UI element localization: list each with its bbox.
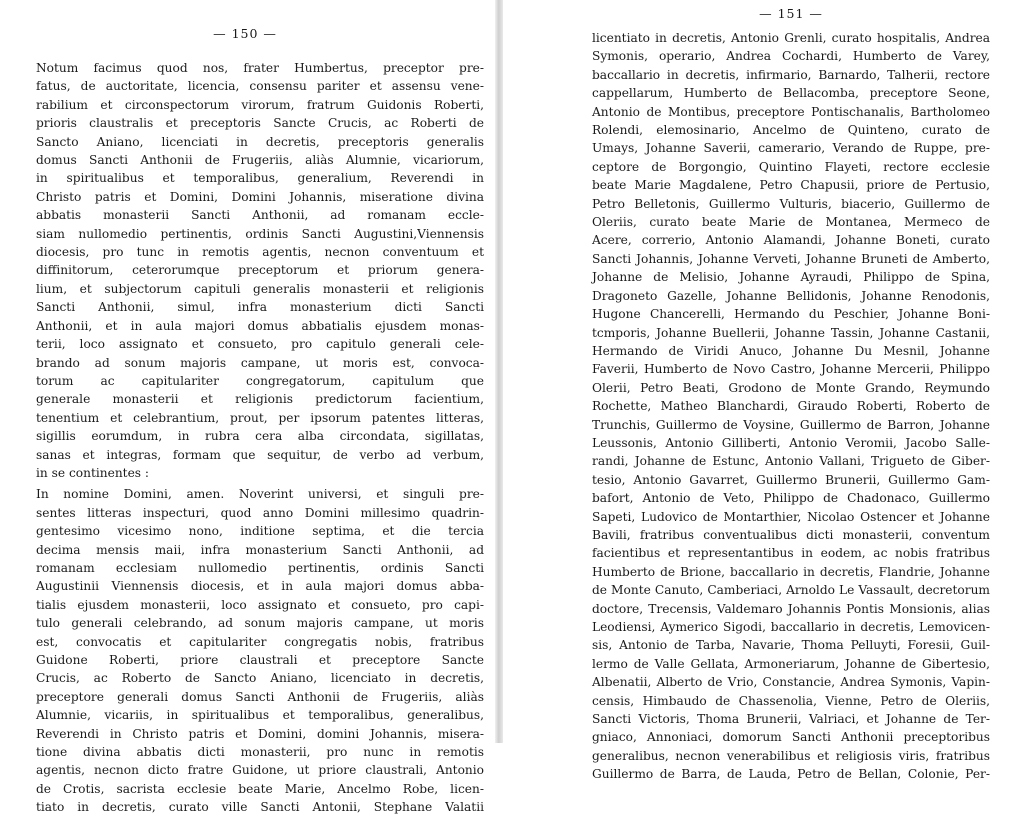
page-number: — 151 — [759, 6, 823, 21]
text-line: censis, Himbaudo de Chassenolia, Vienne, Petro de Oleriis, [592, 693, 990, 708]
text-line: Bavili, fratribus conventualibus dicti monasterii, conventum [592, 527, 990, 542]
text-line: Trunchis, Guillermo de Voysine, Guillermo de Barron, Johanne [592, 417, 990, 432]
text-line: Rochette, Matheo Blanchardi, Giraudo Roberti, Roberto de [592, 399, 990, 414]
text-line: sis, Antonio de Tarba, Navarie, Thoma Pelluyti, Foresii, Guil- [592, 638, 990, 653]
text-line: rabilium et circonspectorum virorum, fratrum Guidonis Roberti, [36, 97, 484, 112]
text-line: agentis, necnon dicto fratre Guidone, ut priore claustrali, Antonio [36, 763, 484, 778]
text-line: gentesimo vicesimo nono, inditione septima, et die tercia [36, 524, 484, 539]
text-line: doctore, Trecensis, Valdemaro Johannis Pontis Monsionis, alias [592, 601, 990, 616]
text-line: tulo generali celebrando, ad sonum majoris campane, ut moris [36, 616, 484, 631]
text-line: siam nullomedio pertinentis, ordinis Sancti Augustini,Viennensis [36, 226, 484, 241]
text-line: Umays, Johanne Saverii, camerario, Verando de Ruppe, pre- [592, 141, 990, 156]
text-line: Reverendi in Christo patris et Domini, domini Johannis, misera- [36, 726, 484, 741]
text-line: Sancti Victoris, Thoma Brunerii, Valriaci, et Johanne de Ter- [592, 712, 990, 727]
text-line: sanas et integras, formam que sequitur, de verbo ad verbum, [36, 447, 484, 462]
text-line: Guillermo de Barra, de Lauda, Petro de Bellan, Colonie, Per- [592, 767, 990, 782]
text-line: Petro Belletonis, Guillermo Vulturis, biacerio, Guillermo de [592, 196, 990, 211]
body-text [592, 29, 990, 784]
text-line: In nomine Domini, amen. Noverint universi, et singuli pre- [36, 487, 484, 502]
text-line: de Monte Canuto, Camberiaci, Arnoldo Le Vassault, decretorum [592, 583, 990, 598]
text-line: decima mensis maii, infra monasterium Sancti Anthonii, ad [36, 542, 484, 557]
text-line: Leodiensi, Aymerico Sigodi, baccallario in decretis, Lemovicen- [592, 620, 990, 634]
text-line: Johanne de Melisio, Johanne Ayraudi, Philippo de Spina, [592, 270, 990, 285]
text-line: prioris claustralis et preceptoris Sancte Crucis, ac Roberti de [36, 116, 484, 131]
text-line: Crucis, ac Roberto de Sancto Aniano, licenciato in decretis, [36, 671, 484, 686]
text-line: gniaco, Annoniaci, domorum Sancti Anthonii preceptoribus [592, 730, 990, 745]
text-line: sentes litteras inspecturi, quod anno Domini millesimo quadrin- [36, 505, 484, 520]
text-line: Oleriis, curato beate Marie de Montanea, Mermeco de [592, 215, 990, 230]
left-page [0, 0, 500, 815]
text-line: Albenatii, Alberto de Vrio, Constancie, Andrea Symonis, Vapin- [592, 675, 990, 690]
text-line: sigillis eorumdum, in rubra cera alba circondata, sigillatas, [36, 429, 484, 444]
text-line: Hugone Chancerelli, Hermando du Peschier, Johanne Boni- [592, 307, 990, 322]
text-line: tialis ejusdem monasterii, loco assignato et consueto, pro capi- [36, 597, 484, 612]
text-line: in se continentes : [36, 465, 150, 480]
text-line: Faverii, Humberto de Novo Castro, Johanne Mercerii, Philippo [592, 362, 990, 377]
body-text [36, 59, 484, 817]
text-line: de Crotis, sacrista ecclesie beate Marie, Ancelmo Robe, licen- [36, 781, 484, 796]
text-line: fatus, de auctoritate, licencia, consensu pariter et assensu vene- [36, 79, 484, 94]
text-line: in spiritualibus et temporalibus, generalium, Reverendi in [36, 171, 484, 186]
text-line: est, convocatis et capitulariter congregatis nobis, fratribus [36, 634, 484, 649]
text-line: beate Marie Magdalene, Petro Chapusii, priore de Pertusio, [592, 178, 990, 193]
text-line: lium, et subjectorum capituli generalis monasterii et religionis [36, 281, 484, 296]
text-line: diocesis, pro tunc in remotis agentis, necnon conventuum et [36, 245, 484, 260]
text-line: cappellarum, Humberto de Bellacomba, preceptore Seone, [592, 86, 990, 101]
text-line: Guidone Roberti, priore claustrali et preceptore Sancte [36, 653, 484, 667]
right-page [500, 0, 1024, 782]
text-line: Humberto de Brione, baccallario in decretis, Flandrie, Johanne [592, 564, 990, 579]
text-line: torum ac capitulariter congregatorum, capitulum que [36, 373, 484, 388]
text-line: abbatis monasterii Sancti Anthonii, ad romanam eccle- [36, 208, 484, 223]
text-line: Alumnie, vicariis, in spiritualibus et temporalibus, generalibus, [36, 708, 484, 723]
text-line: licentiato in decretis, Antonio Grenli, curato hospitalis, Andrea [592, 31, 990, 45]
text-line: tenentium et celebrantium, prout, per ipsorum patentes litteras, [36, 410, 484, 425]
text-line: Acere, correrio, Antonio Alamandi, Johanne Boneti, curato [592, 233, 990, 248]
text-line: Hermando de Viridi Anuco, Johanne Du Mesnil, Johanne [592, 343, 990, 358]
text-line: Antonio de Montibus, preceptore Pontischanalis, Bartholomeo [592, 104, 990, 119]
text-line: facientibus et representantibus in eodem, ac nobis fratribus [592, 546, 990, 561]
text-line: romanam ecclesiam nullomedio pertinentis, ordinis Sancti [36, 560, 484, 575]
text-line: Leussonis, Antonio Gilliberti, Antonio Veromii, Jacobo Salle- [592, 435, 990, 450]
text-line: generale monasterii et religionis predictorum facientium, [36, 392, 484, 407]
text-line: randi, Johanne de Estunc, Antonio Vallani, Trigueto de Giber- [592, 454, 990, 469]
text-line: tesio, Antonio Gavarret, Guillermo Brunerii, Guillermo Gam- [592, 472, 990, 487]
text-line: tcmporis, Johanne Buellerii, Johanne Tassin, Johanne Castanii, [592, 325, 990, 340]
text-line: preceptore generali domus Sancti Anthonii de Frugeriis, aliàs [36, 689, 484, 704]
text-line: Olerii, Petro Beati, Grodono de Monte Grando, Reymundo [592, 380, 990, 395]
text-line: tiato in decretis, curato ville Sancti Antonii, Stephane Valatii [36, 800, 484, 815]
text-line: Dragoneto Gazelle, Johanne Bellidonis, Johanne Renodonis, [592, 288, 990, 303]
text-line: Symonis, operario, Andrea Cochardi, Humberto de Varey, [592, 49, 990, 64]
text-line: generalibus, necnon venerabilibus et religiosis viris, fratribus [592, 748, 990, 763]
text-line: ceptore de Borgongio, Quintino Flayeti, rectore ecclesie [592, 159, 990, 174]
text-line: diffinitorum, ceterorumque preceptorum et priorum genera- [36, 263, 484, 278]
text-line: Anthonii, et in aula majori domus abbatialis ejusdem monas- [36, 318, 484, 333]
text-line: Sancti Johannis, Johanne Verveti, Johanne Bruneti de Amberto, [592, 251, 990, 266]
text-line: Sapeti, Ludovico de Montarthier, Nicolao Ostencer et Johanne [592, 509, 990, 524]
text-line: lermo de Valle Gellata, Armoneriarum, Johanne de Gibertesio, [592, 656, 990, 671]
text-line: baccallario in decretis, infirmario, Barnardo, Talherii, rectore [592, 67, 990, 82]
text-line: terii, loco assignato et consueto, pro capitulo generali cele- [36, 337, 484, 352]
text-line: Notum facimus quod nos, frater Humbertus, preceptor pre- [36, 61, 484, 75]
page-number: — 150 — [213, 26, 277, 41]
text-line: bafort, Antonio de Veto, Philippo de Chadonaco, Guillermo [592, 491, 990, 506]
text-line: Rolendi, elemosinario, Ancelmo de Quinteno, curato de [592, 123, 990, 138]
text-line: Sancto Aniano, licenciati in decretis, preceptoris generalis [36, 134, 484, 149]
text-line: Augustinii Viennensis diocesis, et in aula majori domus abba- [36, 579, 484, 594]
text-line: domus Sancti Anthonii de Frugeriis, aliàs Alumnie, vicariorum, [36, 153, 484, 168]
text-line: Christo patris et Domini, Domini Johannis, miseratione divina [36, 189, 484, 204]
text-line: Sancti Anthonii, simul, infra monasterium dicti Sancti [36, 300, 484, 315]
text-line: brando ad sonum majoris campane, ut moris est, convoca- [36, 355, 484, 370]
text-line: tione divina abbatis dicti monasterii, pro nunc in remotis [36, 745, 484, 760]
